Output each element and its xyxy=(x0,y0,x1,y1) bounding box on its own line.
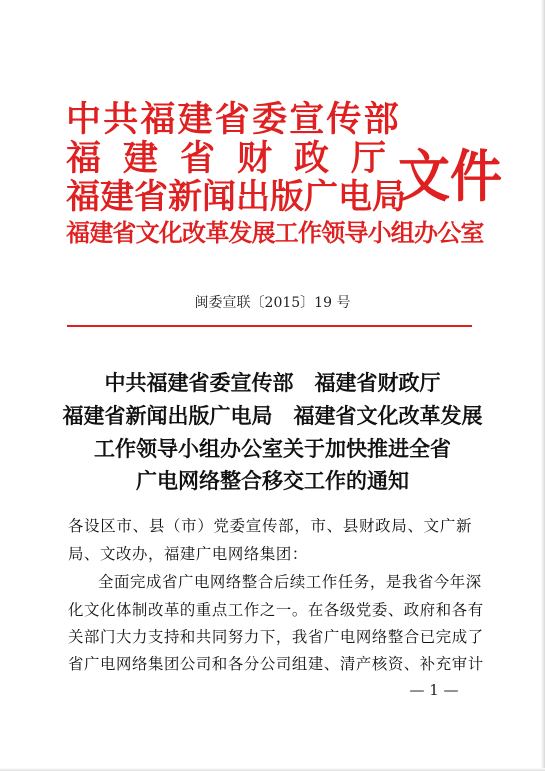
body-paragraph-line: 省广电网络集团公司和各分公司组建、清产核资、补充审计 xyxy=(68,655,484,673)
notice-title-line: 工作领导小组办公室关于加快推进全省 xyxy=(94,436,451,461)
body-paragraph-line: 关部门大力支持和共同努力下，我省广电网络整合已完成了 xyxy=(68,628,484,646)
document-type-label: 文件 xyxy=(398,144,503,211)
recipients-line: 各设区市、县（市）党委宣传部，市、县财政局、文广新 xyxy=(68,517,472,535)
issuer-name-propaganda-dept: 中共福建省委宣传部 xyxy=(66,99,401,140)
issuer-name-culture-reform-office: 福建省文化改革发展工作领导小组办公室 xyxy=(66,218,484,247)
recipients-line: 局、文改办，福建广电网络集团： xyxy=(68,545,308,563)
page-number: — 1 — xyxy=(409,681,459,699)
issuer-name-finance-dept: 福建省财政厅 xyxy=(66,138,409,179)
issuer-name-press-broadcast-bureau: 福建省新闻出版广电局 xyxy=(66,177,406,217)
notice-title-line: 福建省新闻出版广电局 福建省文化改革发展 xyxy=(62,403,483,428)
body-paragraph-line: 全面完成省广电网络整合后续工作任务，是我省今年深 xyxy=(98,573,482,591)
body-paragraph-line: 化文化体制改革的重点工作之一。在各级党委、政府和各有 xyxy=(68,601,484,619)
document-number: 闽委宣联〔2015〕19 号 xyxy=(194,295,351,311)
page-edge-shadow xyxy=(541,0,545,771)
notice-title-line: 中共福建省委宣传部 福建省财政厅 xyxy=(104,370,441,395)
header-red-divider xyxy=(67,325,472,327)
notice-title-line: 广电网络整合移交工作的通知 xyxy=(136,468,409,493)
